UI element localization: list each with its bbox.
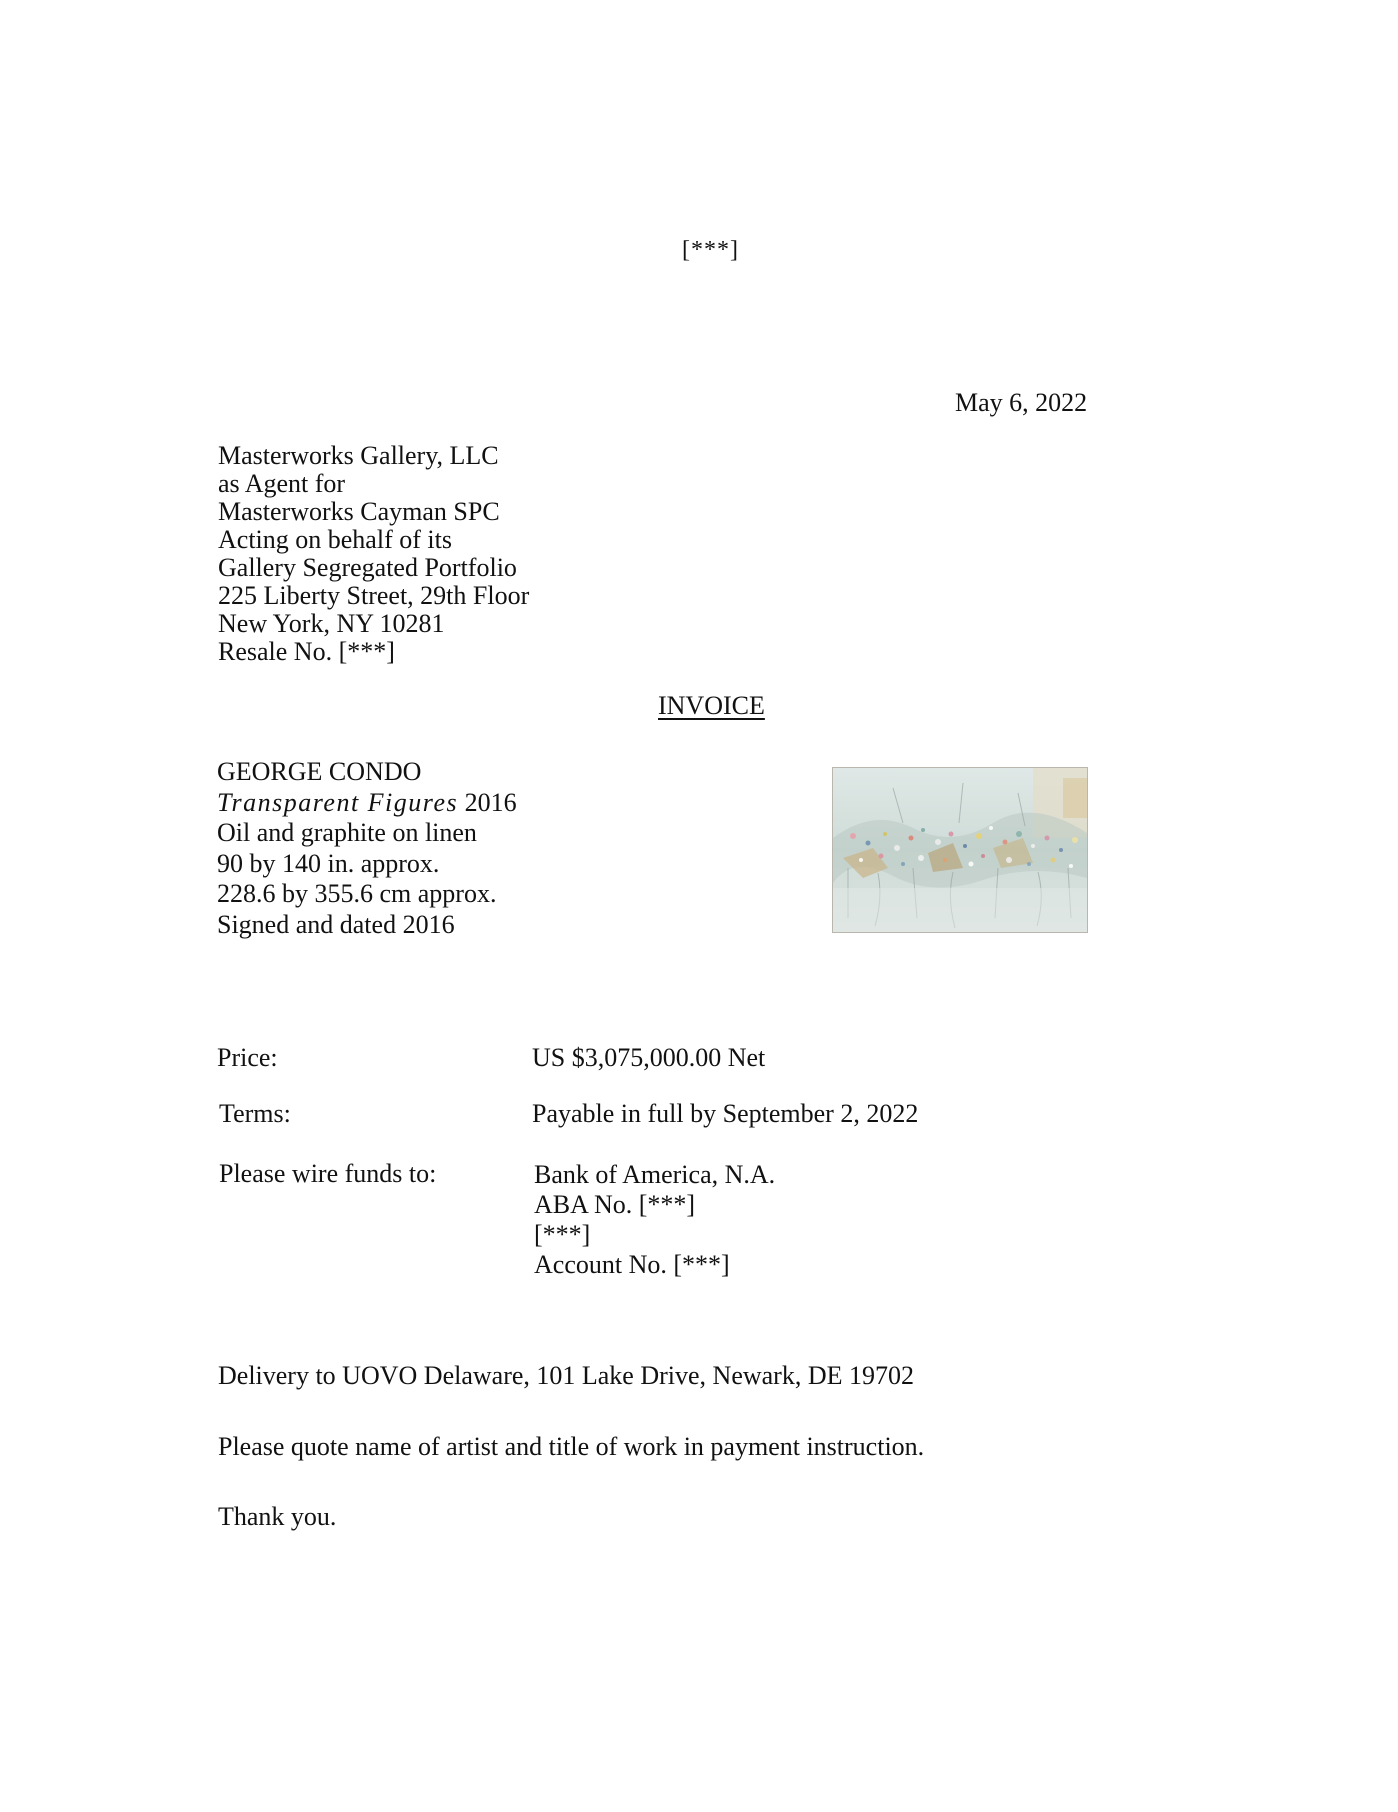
invoice-date: May 6, 2022: [955, 388, 1088, 417]
address-line: Gallery Segregated Portfolio: [218, 553, 517, 582]
bank-line: Account No. [***]: [534, 1250, 730, 1279]
address-line: New York, NY 10281: [218, 609, 445, 638]
bank-line: ABA No. [***]: [534, 1190, 696, 1219]
address-line: Masterworks Cayman SPC: [218, 497, 500, 526]
bank-line: Bank of America, N.A.: [534, 1160, 776, 1189]
artwork-title-line: [217, 788, 517, 819]
payment-instruction-note: Please quote name of artist and title of work in payment instruction.: [218, 1432, 925, 1461]
recipient-address: [218, 442, 529, 666]
artwork-medium: Oil and graphite on linen: [217, 818, 477, 847]
artwork-signature: Signed and dated 2016: [217, 909, 455, 939]
price-label: Price:: [217, 1043, 278, 1072]
bank-line: [***]: [534, 1220, 591, 1249]
artwork-thumbnail: [832, 767, 1088, 933]
artwork-details: [217, 757, 517, 940]
delivery-note: Delivery to UOVO Delaware, 101 Lake Drive, Newark, DE 19702: [218, 1361, 914, 1390]
address-line: as Agent for: [218, 469, 346, 498]
wire-label: Please wire funds to:: [219, 1159, 437, 1188]
address-line: 225 Liberty Street, 29th Floor: [218, 581, 530, 610]
address-line: Masterworks Gallery, LLC: [218, 441, 499, 470]
invoice-title: INVOICE: [658, 691, 765, 720]
header-redaction: [***]: [682, 237, 739, 263]
address-line: Resale No. [***]: [218, 637, 395, 666]
price-value: US $3,075,000.00 Net: [532, 1043, 766, 1072]
thank-you: Thank you.: [218, 1502, 337, 1531]
artwork-image: [833, 768, 1087, 932]
artwork-dimensions-cm: 228.6 by 355.6 cm approx.: [217, 879, 497, 908]
terms-label: Terms:: [219, 1099, 291, 1128]
artwork-dimensions-in: 90 by 140 in. approx.: [217, 848, 440, 878]
artist-name: GEORGE CONDO: [217, 757, 422, 786]
bank-details: [534, 1160, 775, 1280]
terms-value: Payable in full by September 2, 2022: [532, 1099, 919, 1128]
artwork-year: 2016: [464, 787, 517, 817]
address-line: Acting on behalf of its: [218, 525, 452, 554]
artwork-title: Transparent Figures: [217, 787, 459, 817]
